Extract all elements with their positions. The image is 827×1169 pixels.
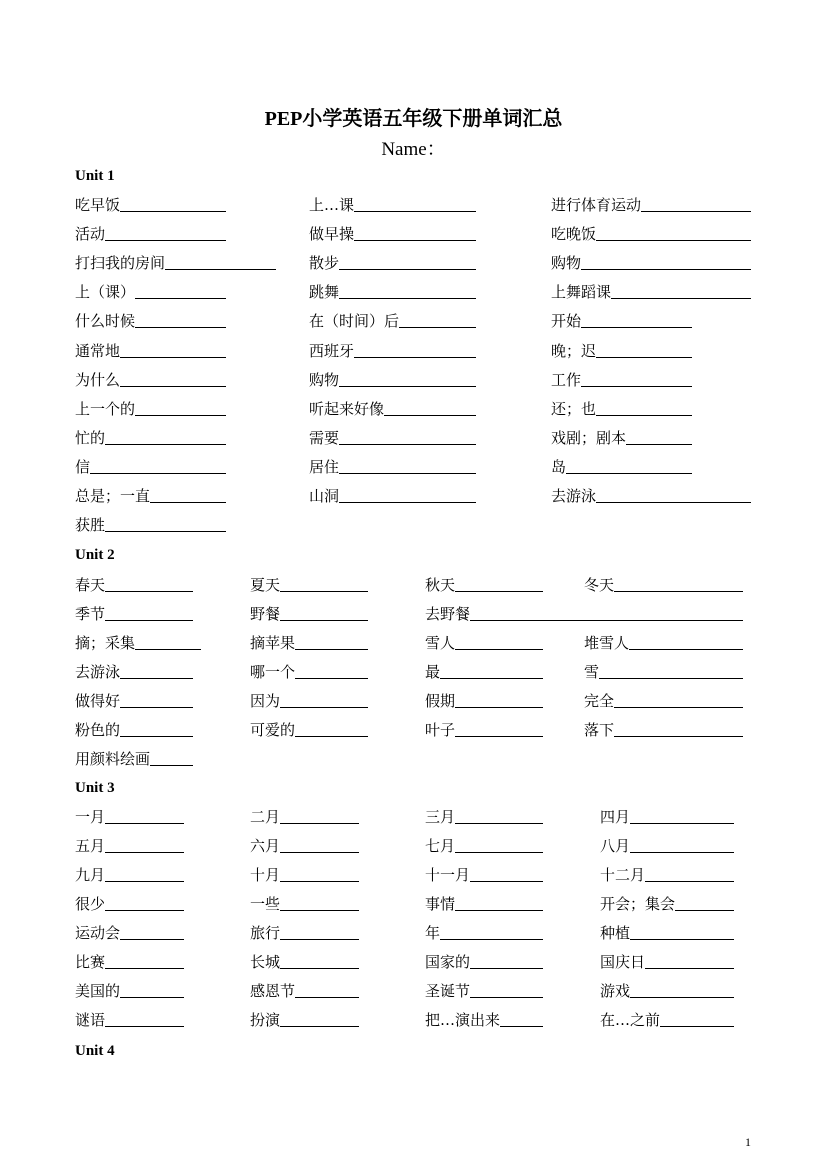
vocab-chinese-word: 岛: [551, 458, 567, 476]
vocab-entry: [584, 632, 743, 652]
answer-blank[interactable]: [280, 1025, 359, 1027]
vocab-entry: [600, 864, 734, 884]
vocab-chinese-word: 摘；采集: [75, 634, 136, 652]
answer-blank[interactable]: [105, 909, 184, 911]
answer-blank[interactable]: [120, 385, 226, 387]
vocab-entry: [250, 893, 359, 913]
vocab-chinese-word: 八月: [600, 837, 631, 855]
answer-blank[interactable]: [384, 414, 476, 416]
vocab-entry: [425, 806, 543, 826]
vocab-entry: [75, 893, 184, 913]
answer-blank[interactable]: [90, 472, 226, 474]
vocab-entry: [551, 369, 692, 389]
vocab-entry: [75, 922, 184, 942]
answer-blank[interactable]: [280, 619, 368, 621]
vocab-entry: [309, 456, 476, 476]
unit-heading: Unit 1: [75, 168, 115, 184]
answer-blank[interactable]: [135, 297, 226, 299]
answer-blank[interactable]: [120, 735, 193, 737]
answer-blank[interactable]: [470, 619, 743, 621]
vocab-chinese-word: 上…课: [309, 196, 355, 214]
vocab-chinese-word: 秋天: [425, 576, 456, 594]
answer-blank[interactable]: [339, 297, 476, 299]
vocab-entry: [584, 661, 743, 681]
vocab-chinese-word: 五月: [75, 837, 106, 855]
vocab-entry: [600, 951, 734, 971]
answer-blank[interactable]: [295, 996, 359, 998]
answer-blank[interactable]: [295, 677, 368, 679]
vocab-chinese-word: 进行体育运动: [551, 196, 642, 214]
vocab-chinese-word: 散步: [309, 254, 340, 272]
vocab-entry: [425, 661, 543, 681]
answer-blank[interactable]: [105, 967, 184, 969]
answer-blank[interactable]: [641, 210, 751, 212]
vocab-entry: [425, 922, 543, 942]
vocab-chinese-word: 信: [75, 458, 91, 476]
vocab-entry: [551, 281, 751, 301]
vocab-entry: [75, 514, 226, 534]
answer-blank[interactable]: [645, 967, 734, 969]
vocab-chinese-word: 山洞: [309, 487, 340, 505]
vocab-entry: [425, 690, 543, 710]
vocab-chinese-word: 九月: [75, 866, 106, 884]
vocab-entry: [600, 835, 734, 855]
vocab-entry: [309, 340, 476, 360]
vocab-chinese-word: 戏剧；剧本: [551, 429, 627, 447]
vocab-chinese-word: 购物: [309, 371, 340, 389]
vocab-chinese-word: 为什么: [75, 371, 121, 389]
vocab-chinese-word: 夏天: [250, 576, 281, 594]
vocab-chinese-word: 美国的: [75, 982, 121, 1000]
answer-blank[interactable]: [280, 706, 368, 708]
vocab-entry: [75, 864, 184, 884]
answer-blank[interactable]: [135, 326, 226, 328]
vocab-entry: [425, 632, 543, 652]
answer-blank[interactable]: [280, 851, 359, 853]
answer-blank[interactable]: [629, 648, 743, 650]
vocab-entry: [250, 951, 359, 971]
vocab-chinese-word: 获胜: [75, 516, 106, 534]
vocab-chinese-word: 落下: [584, 721, 615, 739]
answer-blank[interactable]: [596, 501, 751, 503]
vocab-entry: [75, 661, 193, 681]
vocab-chinese-word: 居住: [309, 458, 340, 476]
answer-blank[interactable]: [354, 239, 476, 241]
vocab-entry: [75, 835, 184, 855]
vocab-chinese-word: 春天: [75, 576, 106, 594]
vocab-chinese-word: 假期: [425, 692, 456, 710]
vocab-entry: [309, 485, 476, 505]
answer-blank[interactable]: [455, 909, 543, 911]
vocab-chinese-word: 吃早饭: [75, 196, 121, 214]
vocab-entry: [250, 1009, 359, 1029]
vocab-entry: [75, 456, 226, 476]
vocab-entry: [75, 252, 276, 272]
vocab-chinese-word: 运动会: [75, 924, 121, 942]
vocab-entry: [551, 398, 692, 418]
answer-blank[interactable]: [105, 619, 193, 621]
answer-blank[interactable]: [660, 1025, 734, 1027]
vocab-chinese-word: 十一月: [425, 866, 471, 884]
answer-blank[interactable]: [614, 706, 743, 708]
vocab-chinese-word: 需要: [309, 429, 340, 447]
vocab-entry: [309, 398, 476, 418]
vocab-entry: [551, 485, 751, 505]
answer-blank[interactable]: [105, 822, 184, 824]
answer-blank[interactable]: [630, 851, 734, 853]
answer-blank[interactable]: [630, 822, 734, 824]
vocab-entry: [584, 719, 743, 739]
answer-blank[interactable]: [280, 938, 359, 940]
vocab-chinese-word: 总是；一直: [75, 487, 151, 505]
answer-blank[interactable]: [354, 210, 476, 212]
vocab-chinese-word: 国庆日: [600, 953, 646, 971]
answer-blank[interactable]: [581, 385, 692, 387]
vocab-entry: [75, 340, 226, 360]
vocab-chinese-word: 晚；迟: [551, 342, 597, 360]
vocab-chinese-word: 在…之前: [600, 1011, 661, 1029]
answer-blank[interactable]: [399, 326, 476, 328]
vocab-chinese-word: 把…演出来: [425, 1011, 501, 1029]
answer-blank[interactable]: [630, 996, 734, 998]
unit-heading: Unit 4: [75, 1043, 115, 1059]
answer-blank[interactable]: [611, 297, 751, 299]
vocab-entry: [75, 398, 226, 418]
vocab-chinese-word: 跳舞: [309, 283, 340, 301]
vocab-chinese-word: 用颜料绘画: [75, 750, 151, 768]
vocab-entry: [584, 574, 743, 594]
vocab-entry: [309, 223, 476, 243]
vocab-chinese-word: 西班牙: [309, 342, 355, 360]
answer-blank[interactable]: [295, 735, 368, 737]
name-field-label: Name：: [381, 139, 446, 160]
vocab-entry: [250, 632, 368, 652]
vocab-chinese-word: 去游泳: [551, 487, 597, 505]
vocab-chinese-word: 摘苹果: [250, 634, 296, 652]
vocab-entry: [250, 690, 368, 710]
answer-blank[interactable]: [470, 880, 543, 882]
answer-blank[interactable]: [105, 239, 226, 241]
answer-blank[interactable]: [339, 501, 476, 503]
vocab-chinese-word: 游戏: [600, 982, 631, 1000]
vocab-entry: [75, 427, 226, 447]
unit-heading: Unit 2: [75, 547, 115, 563]
vocab-chinese-word: 冬天: [584, 576, 615, 594]
vocab-entry: [309, 369, 476, 389]
answer-blank[interactable]: [105, 530, 226, 532]
vocab-chinese-word: 圣诞节: [425, 982, 471, 1000]
answer-blank[interactable]: [120, 210, 226, 212]
vocab-chinese-word: 叶子: [425, 721, 456, 739]
vocab-entry: [425, 835, 543, 855]
vocab-chinese-word: 去野餐: [425, 605, 471, 623]
answer-blank[interactable]: [470, 996, 543, 998]
answer-blank[interactable]: [280, 967, 359, 969]
vocab-chinese-word: 雪: [584, 663, 600, 681]
vocab-entry: [75, 310, 226, 330]
vocab-chinese-word: 年: [425, 924, 441, 942]
vocab-entry: [425, 893, 543, 913]
vocab-chinese-word: 完全: [584, 692, 615, 710]
answer-blank[interactable]: [354, 356, 476, 358]
vocab-chinese-word: 谜语: [75, 1011, 106, 1029]
vocab-chinese-word: 通常地: [75, 342, 121, 360]
vocab-chinese-word: 去游泳: [75, 663, 121, 681]
answer-blank[interactable]: [596, 239, 751, 241]
answer-blank[interactable]: [150, 501, 226, 503]
answer-blank[interactable]: [645, 880, 734, 882]
vocab-entry: [309, 427, 476, 447]
answer-blank[interactable]: [470, 967, 543, 969]
answer-blank[interactable]: [596, 414, 692, 416]
answer-blank[interactable]: [455, 648, 543, 650]
answer-blank[interactable]: [626, 443, 692, 445]
answer-blank[interactable]: [135, 414, 226, 416]
vocab-entry: [75, 690, 193, 710]
vocab-entry: [309, 281, 476, 301]
vocab-entry: [250, 864, 359, 884]
vocab-chinese-word: 季节: [75, 605, 106, 623]
answer-blank[interactable]: [165, 268, 276, 270]
vocab-chinese-word: 吃晚饭: [551, 225, 597, 243]
vocab-entry: [600, 1009, 734, 1029]
answer-blank[interactable]: [120, 677, 193, 679]
vocab-entry: [600, 806, 734, 826]
vocab-entry: [75, 223, 226, 243]
answer-blank[interactable]: [339, 443, 476, 445]
vocab-entry: [600, 980, 734, 1000]
vocab-entry: [250, 922, 359, 942]
answer-blank[interactable]: [280, 822, 359, 824]
vocab-entry: [551, 340, 692, 360]
answer-blank[interactable]: [455, 851, 543, 853]
vocab-entry: [309, 252, 476, 272]
vocab-entry: [75, 369, 226, 389]
page-title: PEP小学英语五年级下册单词汇总: [264, 108, 563, 130]
answer-blank[interactable]: [150, 764, 193, 766]
vocab-chinese-word: 一月: [75, 808, 106, 826]
vocab-entry: [250, 574, 368, 594]
vocab-chinese-word: 活动: [75, 225, 106, 243]
vocab-entry: [75, 603, 193, 623]
vocab-entry: [309, 310, 476, 330]
answer-blank[interactable]: [500, 1025, 543, 1027]
vocab-chinese-word: 开会；集会: [600, 895, 676, 913]
vocab-chinese-word: 一些: [250, 895, 281, 913]
vocab-entry: [551, 310, 692, 330]
answer-blank[interactable]: [455, 735, 543, 737]
answer-blank[interactable]: [105, 851, 184, 853]
vocab-chinese-word: 十二月: [600, 866, 646, 884]
vocab-chinese-word: 扮演: [250, 1011, 281, 1029]
answer-blank[interactable]: [599, 677, 743, 679]
vocab-entry: [75, 1009, 184, 1029]
vocab-chinese-word: 做早操: [309, 225, 355, 243]
vocab-chinese-word: 在（时间）后: [309, 312, 400, 330]
answer-blank[interactable]: [135, 648, 201, 650]
vocab-chinese-word: 十月: [250, 866, 281, 884]
answer-blank[interactable]: [614, 590, 743, 592]
unit-heading: Unit 3: [75, 780, 115, 796]
answer-blank[interactable]: [440, 677, 543, 679]
answer-blank[interactable]: [105, 1025, 184, 1027]
answer-blank[interactable]: [581, 326, 692, 328]
vocab-entry: [425, 1009, 543, 1029]
vocab-chinese-word: 比赛: [75, 953, 106, 971]
vocab-entry: [425, 864, 543, 884]
answer-blank[interactable]: [105, 443, 226, 445]
answer-blank[interactable]: [280, 590, 368, 592]
vocab-entry: [75, 951, 184, 971]
vocab-entry: [75, 485, 226, 505]
vocab-chinese-word: 雪人: [425, 634, 456, 652]
vocab-entry: [425, 980, 543, 1000]
vocab-entry: [75, 194, 226, 214]
vocab-chinese-word: 购物: [551, 254, 582, 272]
answer-blank[interactable]: [120, 706, 193, 708]
vocab-chinese-word: 七月: [425, 837, 456, 855]
vocab-entry: [309, 194, 476, 214]
answer-blank[interactable]: [614, 735, 743, 737]
vocab-entry: [600, 922, 734, 942]
answer-blank[interactable]: [455, 822, 543, 824]
vocab-entry: [250, 719, 368, 739]
vocab-chinese-word: 事情: [425, 895, 456, 913]
vocab-entry: [551, 223, 751, 243]
answer-blank[interactable]: [630, 938, 734, 940]
vocab-chinese-word: 上一个的: [75, 400, 136, 418]
vocab-chinese-word: 听起来好像: [309, 400, 385, 418]
vocab-entry: [75, 281, 226, 301]
answer-blank[interactable]: [120, 996, 184, 998]
answer-blank[interactable]: [105, 590, 193, 592]
answer-blank[interactable]: [455, 706, 543, 708]
vocab-chinese-word: 还；也: [551, 400, 597, 418]
page-number: 1: [745, 1135, 751, 1149]
vocab-entry: [75, 719, 193, 739]
answer-blank[interactable]: [675, 909, 734, 911]
answer-blank[interactable]: [280, 909, 359, 911]
vocab-chinese-word: 上（课）: [75, 283, 136, 301]
vocab-entry: [75, 980, 184, 1000]
vocab-entry: [551, 252, 751, 272]
answer-blank[interactable]: [339, 472, 476, 474]
answer-blank[interactable]: [120, 938, 184, 940]
vocab-chinese-word: 可爱的: [250, 721, 296, 739]
answer-blank[interactable]: [280, 880, 359, 882]
vocab-chinese-word: 什么时候: [75, 312, 136, 330]
vocab-entry: [75, 806, 184, 826]
vocab-chinese-word: 因为: [250, 692, 281, 710]
answer-blank[interactable]: [295, 648, 368, 650]
vocab-entry: [250, 980, 359, 1000]
answer-blank[interactable]: [339, 385, 476, 387]
vocab-entry: [425, 719, 543, 739]
vocab-entry: [75, 574, 193, 594]
vocab-chinese-word: 三月: [425, 808, 456, 826]
answer-blank[interactable]: [339, 268, 476, 270]
vocab-chinese-word: 二月: [250, 808, 281, 826]
vocab-chinese-word: 上舞蹈课: [551, 283, 612, 301]
vocab-chinese-word: 哪一个: [250, 663, 296, 681]
vocab-chinese-word: 野餐: [250, 605, 281, 623]
vocab-chinese-word: 种植: [600, 924, 631, 942]
vocab-entry: [425, 574, 543, 594]
vocab-entry: [551, 427, 692, 447]
vocab-chinese-word: 旅行: [250, 924, 281, 942]
vocab-chinese-word: 四月: [600, 808, 631, 826]
vocab-chinese-word: 最: [425, 663, 441, 681]
vocab-chinese-word: 六月: [250, 837, 281, 855]
vocab-entry: [250, 603, 368, 623]
answer-blank[interactable]: [105, 880, 184, 882]
vocab-entry: [75, 748, 193, 768]
answer-blank[interactable]: [581, 268, 751, 270]
vocab-entry: [551, 194, 751, 214]
vocab-entry: [250, 835, 359, 855]
vocab-entry: [250, 661, 368, 681]
answer-blank[interactable]: [440, 938, 543, 940]
vocab-entry: [250, 806, 359, 826]
vocab-entry: [584, 690, 743, 710]
vocab-chinese-word: 开始: [551, 312, 582, 330]
vocab-entry: [551, 456, 692, 476]
vocab-entry: [75, 632, 201, 652]
vocab-chinese-word: 打扫我的房间: [75, 254, 166, 272]
vocab-entry: [425, 603, 743, 623]
vocab-chinese-word: 粉色的: [75, 721, 121, 739]
vocab-chinese-word: 长城: [250, 953, 281, 971]
vocab-chinese-word: 感恩节: [250, 982, 296, 1000]
vocab-chinese-word: 做得好: [75, 692, 121, 710]
answer-blank[interactable]: [566, 472, 692, 474]
answer-blank[interactable]: [120, 356, 226, 358]
vocab-chinese-word: 工作: [551, 371, 582, 389]
vocab-chinese-word: 忙的: [75, 429, 106, 447]
vocab-entry: [600, 893, 734, 913]
answer-blank[interactable]: [596, 356, 692, 358]
vocab-chinese-word: 国家的: [425, 953, 471, 971]
vocab-chinese-word: 堆雪人: [584, 634, 630, 652]
answer-blank[interactable]: [455, 590, 543, 592]
vocab-entry: [425, 951, 543, 971]
vocab-chinese-word: 很少: [75, 895, 106, 913]
